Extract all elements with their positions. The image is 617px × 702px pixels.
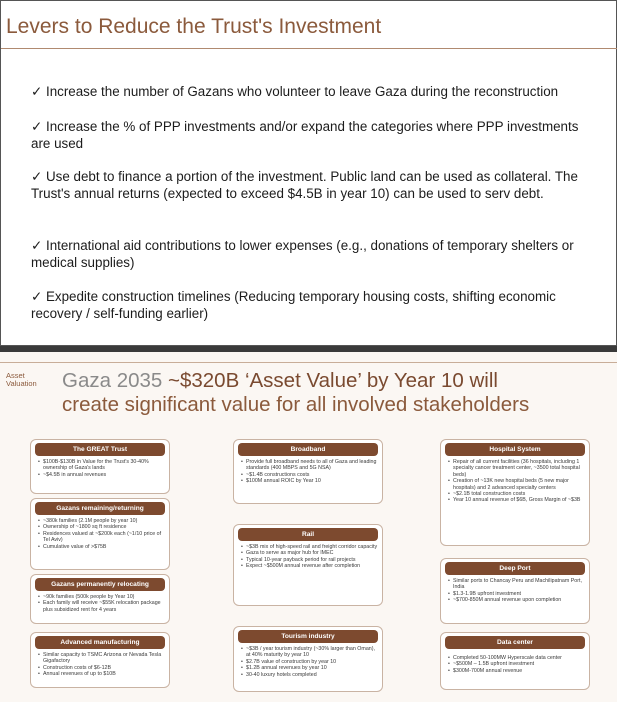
card-gazans-relocating xyxy=(30,574,170,624)
lever-bullet xyxy=(31,83,591,100)
check-icon: ✓ xyxy=(31,84,43,99)
card-tourism xyxy=(233,626,383,692)
card-items xyxy=(241,544,378,570)
lever-bullet xyxy=(31,118,591,152)
card-items xyxy=(38,594,165,613)
card-data-center xyxy=(440,632,590,690)
card-items xyxy=(38,459,165,478)
check-icon: ✓ xyxy=(31,119,43,134)
card-title: Deep Port xyxy=(445,562,585,575)
card-item: • Residences valued at ~$200k each (~1/10 price of Tel Aviv) xyxy=(38,531,165,544)
bullet-text: Use debt to finance a portion of the investment. Public land can be used as collateral. The Trust's annual returns (expected to exceed $4.5B in year 10) can be used to serv debt. xyxy=(31,169,578,201)
header-divider xyxy=(0,362,617,363)
card-item: • Gaza to serve as major hub for IMEC xyxy=(241,550,378,556)
card-item: • Each family will receive ~$55K relocation package plus subsidized rent for 4 years xyxy=(38,600,165,613)
card-item: • $300M-700M annual revenue xyxy=(448,668,585,674)
card-item: • $2.7B value of construction by year 10 xyxy=(241,659,378,665)
check-icon: ✓ xyxy=(31,289,43,304)
card-item: • Ownership of ~1800 sq ft residence xyxy=(38,524,165,530)
card-title: Gazans permanently relocating xyxy=(35,578,165,591)
card-item: • ~$500M – 1.5B upfront investment xyxy=(448,661,585,667)
card-item: • ~$2.1B total construction costs xyxy=(448,491,585,497)
card-items xyxy=(38,518,165,550)
card-item: • ~90k families (500k people by Year 10) xyxy=(38,594,165,600)
card-item: • Construction costs of $6-12B xyxy=(38,665,165,671)
card-items xyxy=(448,578,585,604)
card-great-trust xyxy=(30,439,170,494)
slide-title xyxy=(62,369,607,417)
check-icon: ✓ xyxy=(31,238,43,253)
card-item: • Completed 50-100MW Hyperscale data center xyxy=(448,655,585,661)
card-deep-port xyxy=(440,558,590,624)
bullet-text: Increase the % of PPP investments and/or expand the categories where PPP investments are used xyxy=(31,119,579,151)
lever-bullet xyxy=(31,168,591,202)
card-items xyxy=(241,459,378,485)
card-item: • $100B-$130B in Value for the Trust's 30-40% ownership of Gaza's lands xyxy=(38,459,165,472)
card-item: • ~380k families (2.1M people by year 10) xyxy=(38,518,165,524)
card-gazans-remaining xyxy=(30,498,170,570)
card-item: • $100M annual ROIC by Year 10 xyxy=(241,478,378,484)
card-title: The GREAT Trust xyxy=(35,443,165,456)
lever-bullet xyxy=(31,288,591,322)
card-item: • Creation of ~13K new hospital beds (5 new major hospitals) and 2 advanced specialty centers xyxy=(448,478,585,491)
card-item: • Similar ports to Chancay Peru and Machilipatnam Port, India xyxy=(448,578,585,591)
card-advanced-manufacturing xyxy=(30,632,170,688)
card-item: • ~$700-850M annual revenue upon completion xyxy=(448,597,585,603)
levers-slide xyxy=(0,0,617,346)
card-item: • Year 10 annual revenue of $6B, Gross Margin of ~$3B xyxy=(448,497,585,503)
title-highlight: ~$320B ‘Asset Value’ by Year 10 will xyxy=(168,369,498,392)
card-item: • $1.2B annual revenues by year 10 xyxy=(241,665,378,671)
title-prefix: Gaza 2035 xyxy=(62,369,168,392)
card-title: Advanced manufacturing xyxy=(35,636,165,649)
bullet-text: International aid contributions to lower expenses (e.g., donations of temporary shelters or medical supplies) xyxy=(31,238,574,270)
card-title: Data center xyxy=(445,636,585,649)
card-item: • Repair of all current facilities (36 hospitals, including 1 specialty cancer treatment center, ~3500 total hospital beds) xyxy=(448,459,585,478)
card-item: • Expect ~$500M annual revenue after completion xyxy=(241,563,378,569)
card-item: • Similar capacity to TSMC Arizona or Nevada Tesla Gigafactory xyxy=(38,652,165,665)
bullet-text: Increase the number of Gazans who volunteer to leave Gaza during the reconstruction xyxy=(45,84,559,99)
title-line2: create significant value for all involved stakeholders xyxy=(62,393,530,416)
card-items xyxy=(448,655,585,674)
card-title: Rail xyxy=(238,528,378,541)
card-title: Broadband xyxy=(238,443,378,456)
check-icon: ✓ xyxy=(31,169,43,184)
asset-valuation-slide xyxy=(0,352,617,702)
slide-title: Levers to Reduce the Trust's Investment xyxy=(6,15,382,38)
card-rail xyxy=(233,524,383,606)
card-item: • ~$3B / year tourism industry (~30% larger than Oman), at 40% maturity by year 10 xyxy=(241,646,378,659)
bullet-text: Expedite construction timelines (Reducing temporary housing costs, shifting economic recovery / self-funding earlier) xyxy=(31,289,556,321)
card-item: • $1.3-1.9B upfront investment xyxy=(448,591,585,597)
card-items xyxy=(38,652,165,678)
card-items xyxy=(241,646,378,678)
card-item: • ~$3B mix of high-speed rail and freight corridor capacity xyxy=(241,544,378,550)
card-item: • ~$1.4B constructions costs xyxy=(241,472,378,478)
card-title: Hospital System xyxy=(445,443,585,456)
card-title: Gazans remaining/returning xyxy=(35,502,165,515)
section-label: Asset Valuation xyxy=(6,371,37,388)
card-item: • 30-40 luxury hotels completed xyxy=(241,672,378,678)
card-title: Tourism industry xyxy=(238,630,378,643)
card-broadband xyxy=(233,439,383,504)
lever-bullet xyxy=(31,237,591,271)
card-hospital-system xyxy=(440,439,590,546)
card-item: • Annual revenues of up to $10B xyxy=(38,671,165,677)
card-item: • Provide full broadband needs to all of Gaza and leading standards (400 MBPS and 5G NSA) xyxy=(241,459,378,472)
card-item: • ~$4.5B in annual revenues xyxy=(38,472,165,478)
card-item: • Cumulative value of >$75B xyxy=(38,544,165,550)
title-divider xyxy=(1,48,617,49)
card-items xyxy=(448,459,585,504)
card-item: • Typical 10-year payback period for rail projects xyxy=(241,557,378,563)
